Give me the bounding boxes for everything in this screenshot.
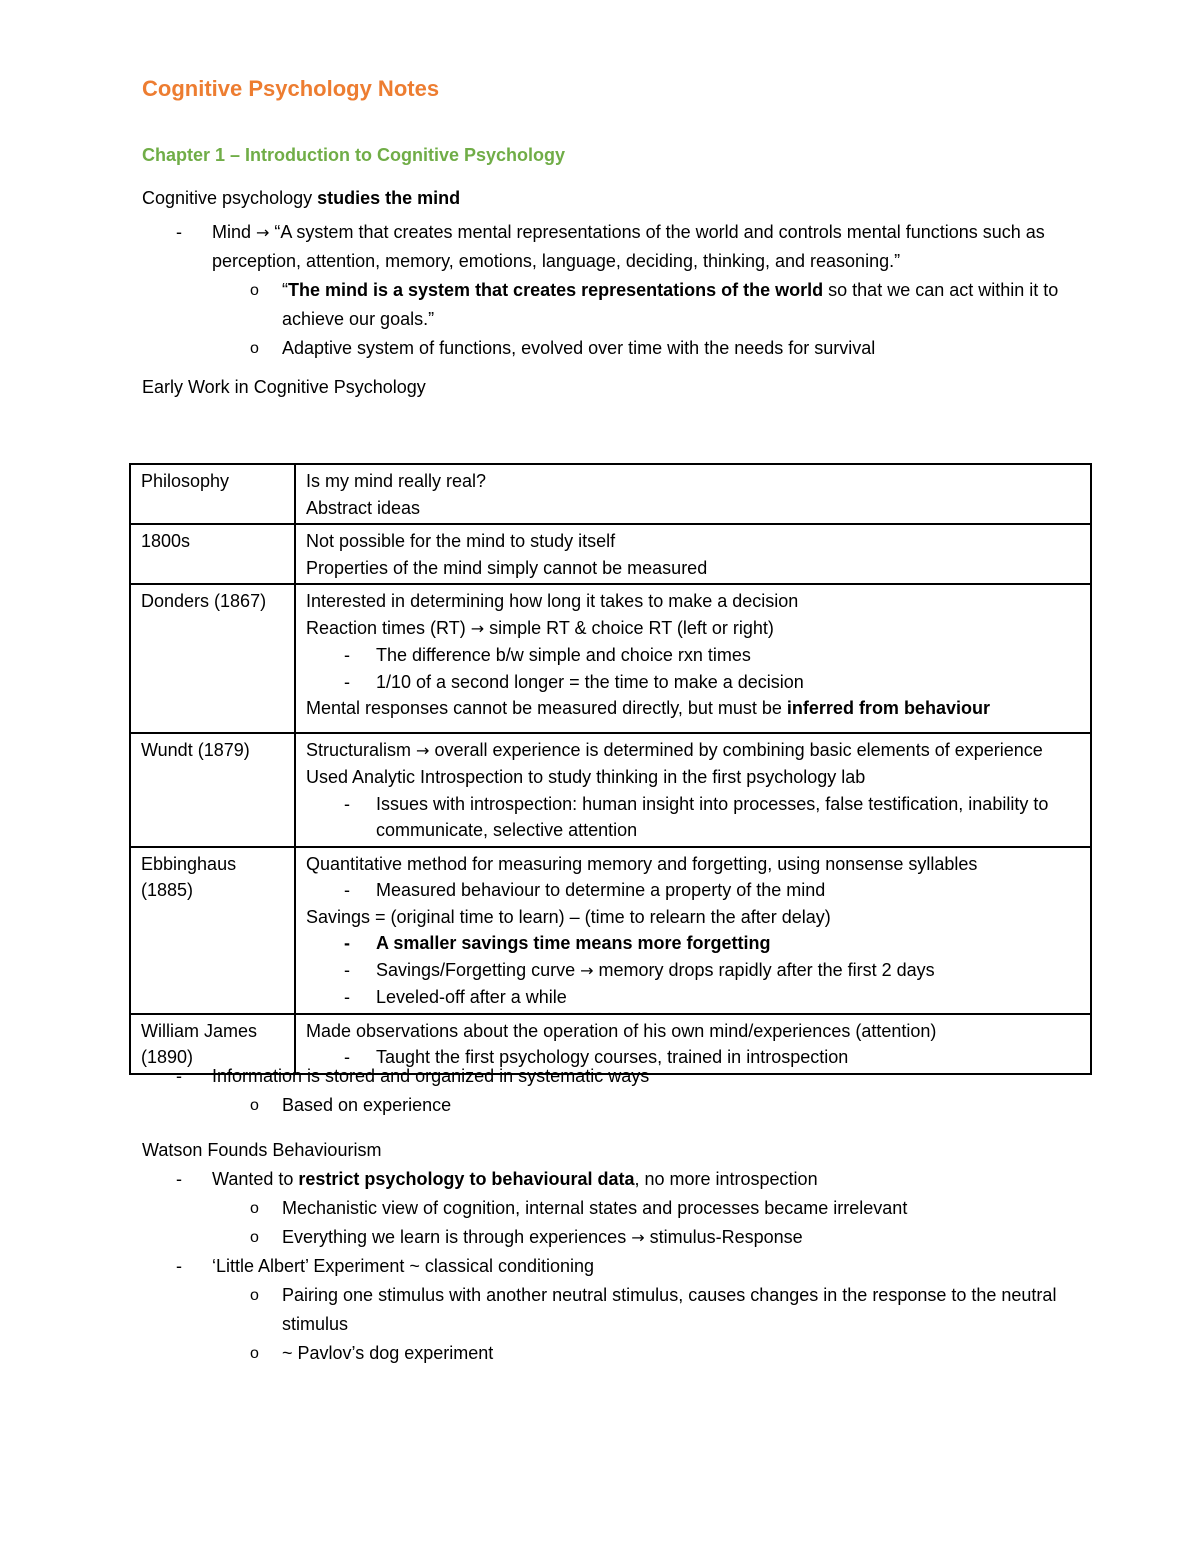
table-row [130, 524, 1091, 584]
table-cell-content [295, 464, 1091, 524]
cell-line [306, 695, 1080, 730]
table-row [130, 733, 1091, 847]
item-text: stimulus-Response [644, 1227, 803, 1247]
cell-line: Made observations about the operation of his own mind/experiences (attention) [306, 1020, 937, 1041]
intro-line [142, 184, 1092, 212]
section-heading-watson: Watson Founds Behaviourism [142, 1140, 382, 1160]
table-row [130, 847, 1091, 1014]
chapter-heading: Chapter 1 – Introduction to Cognitive Psychology [142, 145, 566, 165]
cell-bullet: - Issues with introspection: human insight into processes, false testification, inability to communicate, selective attention [306, 791, 1080, 844]
post-table-section [142, 1062, 1092, 1368]
cell-bold-text: inferred from behaviour [786, 698, 990, 718]
watson-list [142, 1165, 1092, 1368]
table-cell-label: Donders (1867) [130, 584, 295, 733]
list-subitem-representations [142, 276, 1092, 334]
table-cell-content [295, 524, 1091, 584]
intro-text: Cognitive psychology [142, 188, 318, 208]
list-subitem-experience: o Based on experience [142, 1091, 1092, 1120]
list-subitem-adaptive: o Adaptive system of functions, evolved over time with the needs for survival [142, 334, 1092, 363]
list-subitem-experiences [142, 1223, 1092, 1252]
list-subitem-pairing: o Pairing one stimulus with another neutral stimulus, causes changes in the response to the neutral stimulus [142, 1281, 1092, 1339]
info-list [142, 1062, 1092, 1120]
document-title: Cognitive Psychology Notes [142, 76, 440, 101]
cell-line: Not possible for the mind to study itself [306, 531, 616, 551]
mind-definition: “A system that creates mental representations of the world and controls mental functions such as perception, attention, memory, emotions, language, deciding, thinking, and reasoning.” [212, 222, 1045, 271]
item-bold-text: restrict psychology to behavioural data [298, 1169, 635, 1189]
cell-line [306, 737, 1080, 765]
cell-bullet: - Measured behaviour to determine a property of the mind [306, 877, 1080, 904]
cell-bullet: - Taught the first psychology courses, trained in introspection [306, 1044, 1080, 1071]
cell-text: memory drops rapidly after the first 2 days [593, 959, 935, 980]
table-cell-content [295, 733, 1091, 847]
intro-bold-text: studies the mind [317, 188, 461, 208]
list-subitem-pavlov: o ~ Pavlov’s dog experiment [142, 1339, 1092, 1368]
mind-prefix: Mind [212, 222, 257, 242]
list-subitem-mechanistic: o Mechanistic view of cognition, internal states and processes became irrelevant [142, 1194, 1092, 1223]
table-cell-label: Wundt (1879) [130, 733, 295, 847]
table-cell-content [295, 584, 1091, 733]
section-heading-early-work: Early Work in Cognitive Psychology [142, 377, 426, 397]
cell-line: Interested in determining how long it takes to make a decision [306, 591, 799, 611]
list-item-mind [142, 218, 1092, 276]
table-row [130, 464, 1091, 524]
subitem-rest-text: so that we can act within it to achieve our goals.” [282, 280, 1059, 329]
list-item-restrict [142, 1165, 1092, 1194]
cell-bullet: - The difference b/w simple and choice rxn times [306, 642, 1080, 669]
quote-open: “ [282, 280, 288, 300]
cell-line: Is my mind really real? [306, 471, 487, 491]
cell-text: simple RT & choice RT (left or right) [484, 617, 774, 638]
cell-line: Abstract ideas [306, 497, 421, 518]
item-text: Everything we learn is through experiences [282, 1227, 632, 1247]
arrow-right-icon: → [631, 1228, 645, 1247]
table-row [130, 584, 1091, 733]
list-item-information: - Information is stored and organized in systematic ways [142, 1062, 1092, 1091]
table-cell-label: William James (1890) [130, 1014, 295, 1074]
cell-line: Properties of the mind simply cannot be measured [306, 557, 708, 578]
arrow-right-icon: → [580, 960, 594, 980]
cell-text: Structuralism [306, 739, 417, 760]
table-cell-content [295, 847, 1091, 1014]
mind-list [142, 218, 1092, 363]
cell-line: Used Analytic Introspection to study thinking in the first psychology lab [306, 767, 866, 787]
arrow-right-icon: → [256, 223, 270, 242]
cell-text: Reaction times (RT) [306, 617, 471, 638]
list-item-little-albert: - ‘Little Albert’ Experiment ~ classical conditioning [142, 1252, 1092, 1281]
item-text: Wanted to [212, 1169, 299, 1189]
cell-bullet-bold: - A smaller savings time means more forgetting [306, 930, 1080, 957]
history-table [129, 463, 1092, 1075]
item-text: , no more introspection [634, 1169, 818, 1189]
cell-bullet [306, 957, 1080, 985]
cell-line [306, 615, 1080, 643]
cell-text: Savings/Forgetting curve [376, 959, 581, 980]
subitem-bold-text: The mind is a system that creates representations of the world [288, 280, 824, 300]
cell-bullet: - Leveled-off after a while [306, 984, 1080, 1011]
arrow-right-icon: → [470, 618, 485, 638]
cell-bullet: - 1/10 of a second longer = the time to make a decision [306, 669, 1080, 696]
arrow-right-icon: → [416, 740, 430, 760]
document-page [141, 70, 1092, 1363]
cell-line: Savings = (original time to learn) – (time to relearn the after delay) [306, 906, 831, 927]
table-cell-label: Ebbinghaus (1885) [130, 847, 295, 1014]
cell-line: Quantitative method for measuring memory and forgetting, using nonsense syllables [306, 853, 978, 874]
table-cell-label: 1800s [130, 524, 295, 584]
table-cell-label: Philosophy [130, 464, 295, 524]
cell-text: Mental responses cannot be measured directly, but must be [306, 698, 787, 718]
cell-text: overall experience is determined by combining basic elements of experience [429, 739, 1043, 760]
